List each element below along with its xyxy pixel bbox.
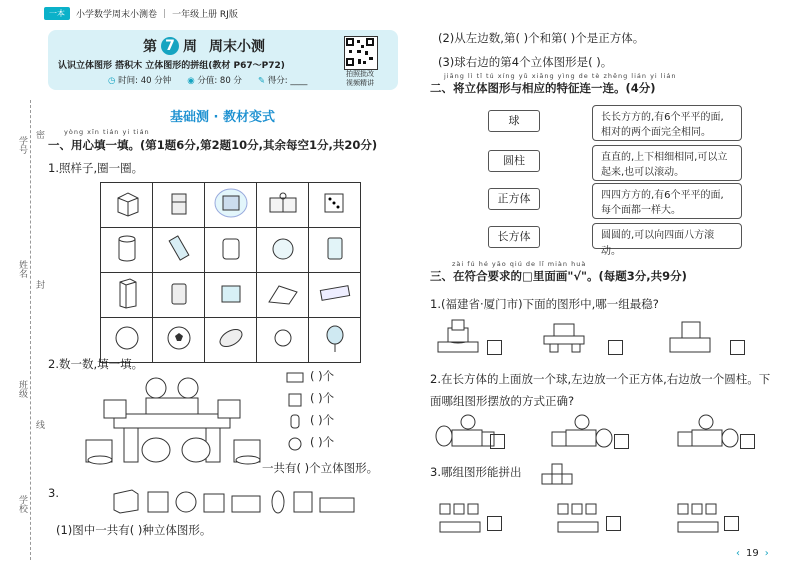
cut-line — [30, 100, 31, 560]
cell-fishbowl[interactable] — [257, 228, 309, 273]
feature-2[interactable]: 直直的,上下相细相同,可以立起来,也可以滚动。 — [592, 145, 742, 181]
banner-meta — [108, 74, 307, 86]
seal-char-1: 密 — [34, 130, 44, 139]
school-label: 学校 — [17, 495, 27, 513]
checkbox-2c[interactable] — [740, 434, 755, 449]
pinyin-part2: jiāng lì tǐ tú xíng yǔ xiāng yìng de tè zhēng lián yi lián — [444, 72, 677, 80]
section-title: 基础测 · 教材变式 — [170, 110, 275, 125]
class-label: 班级 — [17, 380, 27, 398]
prev-page-icon[interactable]: ‹ — [736, 548, 740, 559]
checkbox-1c[interactable] — [730, 340, 745, 355]
cell-jar[interactable] — [153, 273, 205, 318]
cell-box[interactable] — [205, 273, 257, 318]
time-info: ◷ 时间: 40 分钟 — [108, 76, 172, 86]
page-footer — [736, 548, 769, 559]
checkbox-3a[interactable] — [487, 516, 502, 531]
qr-code-icon[interactable] — [344, 36, 378, 70]
seal-char-2: 封 — [34, 280, 44, 289]
q3-sub1[interactable]: (1)图中一共有( )种立体图形。 — [56, 523, 212, 537]
cell-dice[interactable] — [309, 183, 361, 228]
banner-topics: 认识立体图形 搭积木 立体图形的拼组(教材 P67～P72) — [58, 61, 285, 71]
qr-caption: 拍照批改 视频精讲 — [346, 70, 374, 87]
count-row: ( )个 — [286, 390, 346, 412]
cell-balloon[interactable] — [309, 318, 361, 363]
arrangement-options — [432, 412, 762, 456]
part3-heading: 三、在符合要求的□里面画"√"。(每题3分,共9分) — [430, 269, 687, 283]
count-row: ( )个 — [286, 434, 346, 456]
checkbox-1b[interactable] — [608, 340, 623, 355]
cell-toblerone[interactable] — [257, 273, 309, 318]
banner-title: 第 7 周 周末小测 — [143, 38, 265, 55]
cell-gift[interactable] — [257, 183, 309, 228]
feature-3[interactable]: 四四方方的,有6个平平的面,每个面都一样大。 — [592, 183, 742, 219]
part3-q1: 1.(福建省·厦门市)下面的图形中,哪一组最稳? — [430, 297, 659, 311]
cylinder-sample — [101, 228, 153, 273]
cuboid-sample — [101, 273, 153, 318]
shape-ball[interactable]: 球 — [488, 110, 540, 132]
part3-q2: 2.在长方体的上面放一个球,左边放一个正方体,右边放一个圆柱。下面哪组图形摆放的方式正确? — [430, 372, 771, 408]
count-legend — [286, 368, 346, 456]
q3-sub3[interactable]: (3)球右边的第4个立体图形是( )。 — [438, 55, 613, 69]
clock-icon: ◷ — [108, 76, 116, 86]
checkbox-3b[interactable] — [606, 516, 621, 531]
cube-sample — [101, 183, 153, 228]
cell-eraser[interactable] — [309, 273, 361, 318]
checkbox-2a[interactable] — [490, 434, 505, 449]
top-header: 一本 小学数学周末小测卷 | 一年级上册 RJ版 — [44, 7, 238, 20]
checkbox-2b[interactable] — [614, 434, 629, 449]
cell-can[interactable] — [309, 228, 361, 273]
score-icon: ◉ — [187, 76, 195, 86]
part2-heading: 二、将立体图形与相应的特征连一连。(4分) — [430, 81, 656, 95]
total-count-line[interactable]: 一共有( )个立体图形。 — [262, 461, 379, 475]
checkbox-3c[interactable] — [724, 516, 739, 531]
part3-q3: 3.哪组图形能拼出 — [430, 465, 522, 479]
cell-glue[interactable] — [153, 228, 205, 273]
cell-tennis-ball[interactable] — [257, 318, 309, 363]
shape-row — [112, 486, 362, 520]
checkbox-1a[interactable] — [487, 340, 502, 355]
q3-label: 3. — [48, 486, 59, 500]
page-number: 19 — [746, 548, 759, 559]
cell-soccer-ball[interactable] — [153, 318, 205, 363]
q3-sub2[interactable]: (2)从左边数,第( )个和第( )个是正方体。 — [438, 31, 645, 45]
q2-instruction: 2.数一数,填一填。 — [48, 357, 144, 371]
feature-4[interactable]: 圆圆的,可以向四面八方滚动。 — [592, 223, 742, 249]
count-row: ( )个 — [286, 412, 346, 434]
shape-cube[interactable]: 正方体 — [488, 188, 540, 210]
pen-icon: ✎ — [257, 76, 266, 86]
book-edition: 一年级上册 RJ版 — [172, 10, 238, 20]
shape-match-table — [100, 182, 361, 363]
test-name: 周末小测 — [209, 39, 265, 55]
got-info: ✎ 得分: ____ — [257, 76, 308, 86]
cell-rugby-ball[interactable] — [205, 318, 257, 363]
feature-1[interactable]: 长长方方的,有6个平平的面,相对的两个面完全相同。 — [592, 105, 742, 141]
shape-cylinder[interactable]: 圆柱 — [488, 150, 540, 172]
student-id-label: 学号 — [17, 136, 27, 154]
q1-instruction: 1.照样子,圈一圈。 — [48, 161, 144, 175]
seal-char-3: 线 — [34, 420, 44, 429]
brand-badge: 一本 — [44, 7, 70, 20]
count-row: ( )个 — [286, 368, 346, 390]
target-shape-icon — [540, 460, 576, 492]
shape-cuboid[interactable]: 长方体 — [488, 226, 540, 248]
book-title: 小学数学周末小测卷 — [76, 10, 158, 20]
cell-candy-jar[interactable] — [205, 228, 257, 273]
week-number: 7 — [161, 37, 179, 55]
binding-margin — [0, 100, 44, 560]
pinyin-part1: yòng xīn tián yi tián — [64, 128, 150, 136]
score-info: ◉ 分值: 80 分 — [187, 76, 242, 86]
cell-rubik[interactable] — [205, 183, 257, 228]
cell-cabinet[interactable] — [153, 183, 205, 228]
name-label: 姓名 — [17, 260, 27, 278]
block-castle — [84, 370, 274, 474]
pinyin-part3: zài fú hé yāo qiú de lǐ miàn huà — [452, 260, 587, 268]
stability-options — [432, 318, 762, 362]
week-banner — [48, 30, 398, 90]
next-page-icon[interactable]: › — [764, 548, 769, 559]
part1-heading: 一、用心填一填。(第1题6分,第2题10分,其余每空1分,共20分) — [48, 138, 378, 152]
